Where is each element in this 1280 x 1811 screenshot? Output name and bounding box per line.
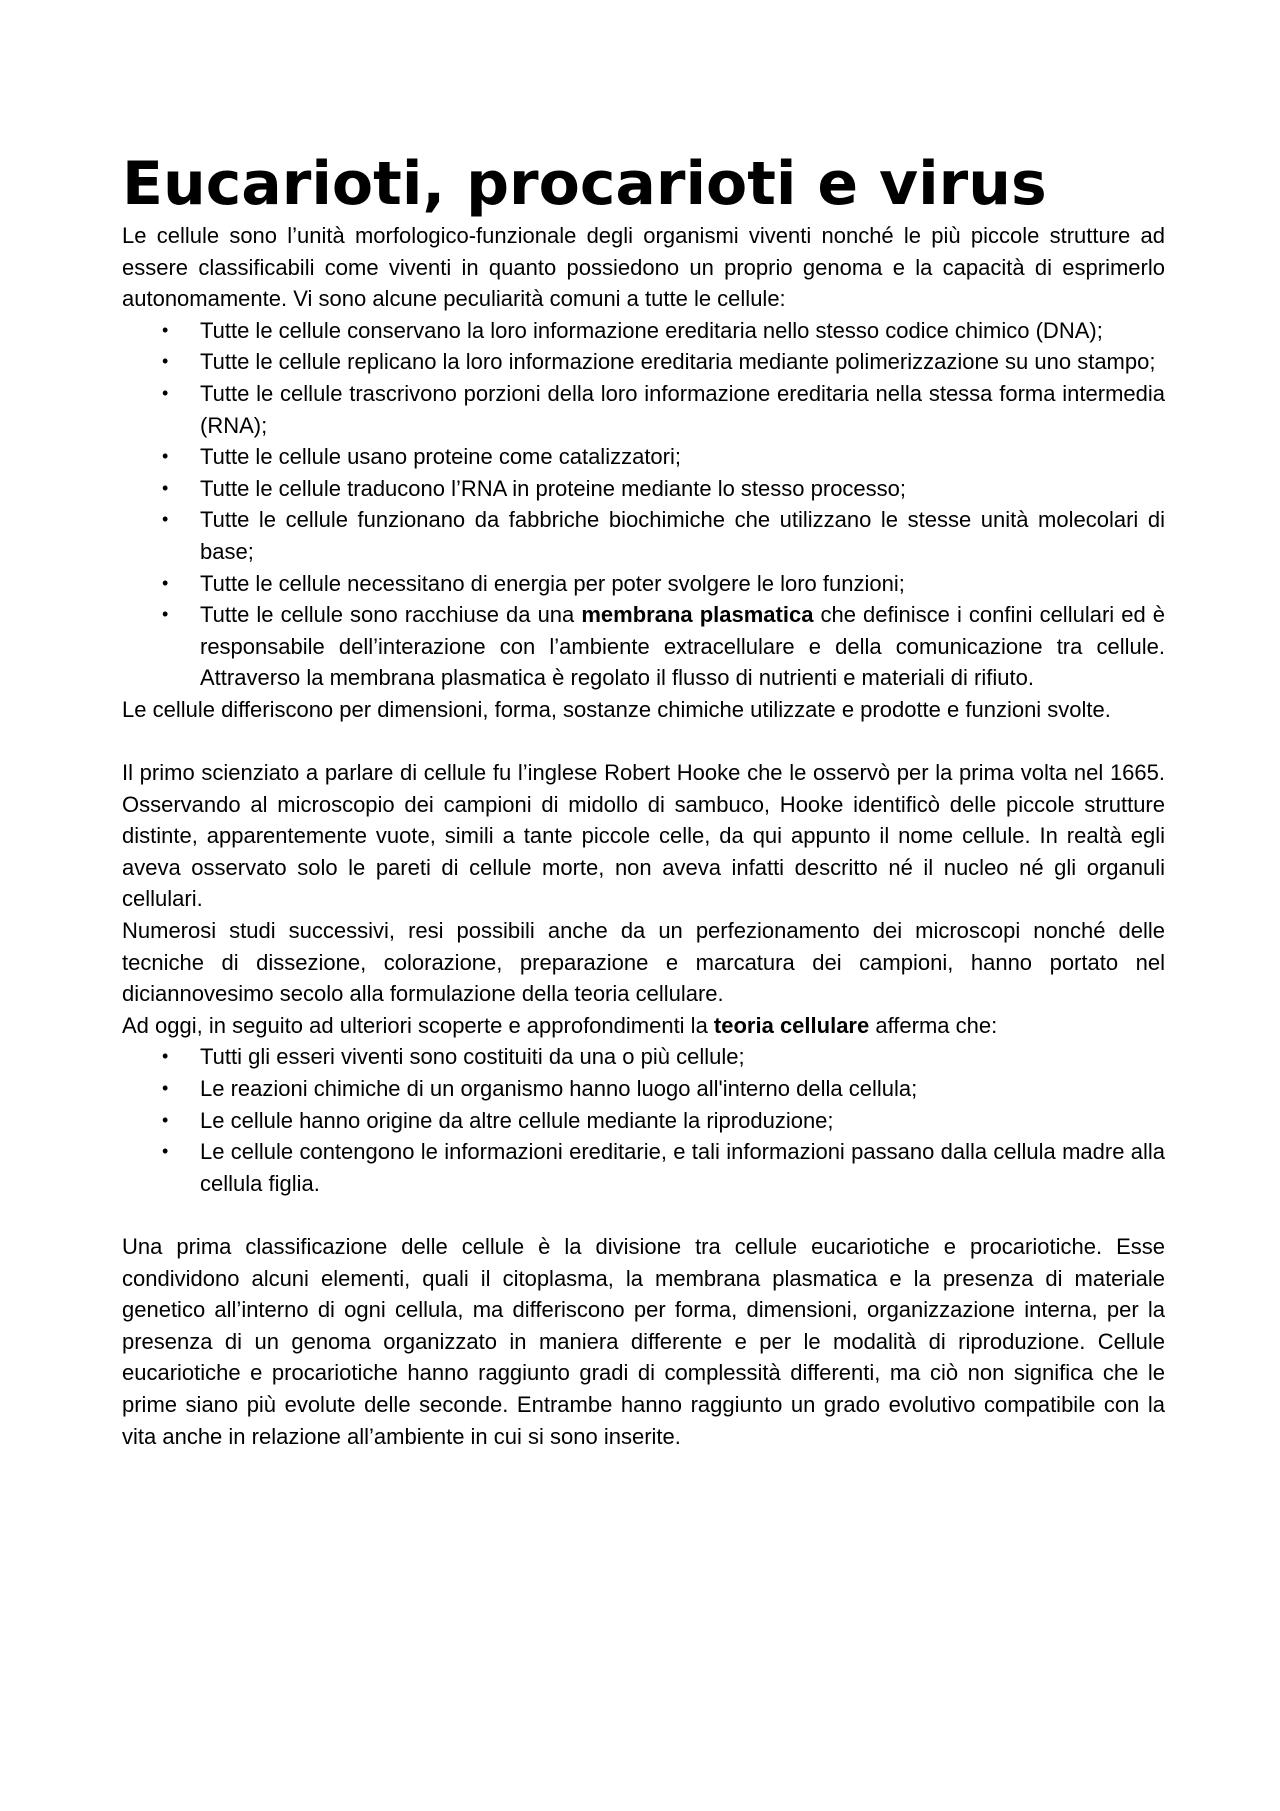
theory-intro-before: Ad oggi, in seguito ad ulteriori scoperte e approfondimenti la <box>122 1012 714 1038</box>
list-item-text: Tutte le cellule replicano la loro informazione ereditaria mediante polimerizzazione su uno stampo; <box>200 349 1156 375</box>
common-features-list <box>122 315 1165 694</box>
intro-paragraph: Le cellule sono l’unità morfologico-funzionale degli organismi viventi nonché le più piccole strutture ad essere classificabili come viventi in quanto possiedono un proprio genoma e la capacità di esprimerlo autonomamente. Vi sono alcune peculiarità comuni a tutte le cellule: <box>122 223 1165 312</box>
bullet-icon: • <box>162 1109 169 1130</box>
bullet-icon: • <box>162 509 169 530</box>
membrane-text-after: che definisce i confini cellulari ed è responsabile dell’interazione con l’ambiente extracellulare e della comunicazione tra cellule. Attraverso la membrana plasmatica è regolato il flusso di nutrienti e materiali di rifiuto. <box>200 602 1166 691</box>
theory-points-list <box>122 1041 1165 1199</box>
bullet-icon: • <box>162 1141 169 1162</box>
theory-intro-paragraph <box>122 1010 1165 1042</box>
list-item-text: Le cellule hanno origine da altre cellule mediante la riproduzione; <box>200 1107 834 1133</box>
bullet-icon: • <box>162 446 169 467</box>
list-item-text: Tutte le cellule funzionano da fabbriche biochimiche che utilizzano le stesse unità molecolari di base; <box>200 507 1165 564</box>
list-item-text: Tutte le cellule usano proteine come catalizzatori; <box>200 444 681 470</box>
list-item-text: Le cellule contengono le informazioni ereditarie, e tali informazioni passano dalla cellula madre alla cellula figlia. <box>200 1139 1165 1196</box>
list-item-text: Tutte le cellule necessitano di energia per poter svolgere le loro funzioni; <box>200 570 905 596</box>
hooke-paragraph: Il primo scienziato a parlare di cellule fu l’inglese Robert Hooke che le osservò per la prima volta nel 1665. Osservando al microscopio dei campioni di midollo di sambuco, Hooke identificò delle piccole strutture distinte, apparentemente vuote, simili a tante piccole celle, da qui appunto il nome cellule. In realtà egli aveva osservato solo le pareti di cellule morte, non aveva infatti descritto né il nucleo né gli organuli cellulari. <box>122 760 1165 912</box>
theory-intro-after: afferma che: <box>869 1012 998 1038</box>
list-item-text: Le reazioni chimiche di un organismo hanno luogo all'interno della cellula; <box>200 1076 918 1102</box>
classification-paragraph: Una prima classificazione delle cellule è la divisione tra cellule eucariotiche e procariotiche. Esse condividono alcuni elementi, quali il citoplasma, la membrana plasmatica e la presenza di materiale genetico all’interno di ogni cellula, ma differiscono per forma, dimensioni, organizzazione interna, per la presenza di un genoma organizzato in maniera differente e per le modalità di riproduzione. Cellule eucariotiche e procariotiche hanno raggiunto gradi di complessità differenti, ma ciò non significa che le prime siano più evolute delle seconde. Entrambe hanno raggiunto un grado evolutivo compatibile con la vita anche in relazione all’ambiente in cui si sono inserite. <box>122 1234 1165 1449</box>
list-item <box>162 1041 1165 1073</box>
bullet-icon: • <box>162 351 169 372</box>
list-item-text: Tutte le cellule trascrivono porzioni della loro informazione ereditaria nella stessa forma intermedia (RNA); <box>200 380 1165 438</box>
blank-line <box>122 1199 1165 1231</box>
list-item <box>162 1105 1165 1137</box>
bullet-icon: • <box>162 604 169 625</box>
bullet-icon: • <box>162 319 169 340</box>
page-title: Eucarioti, procarioti e virus <box>122 149 1047 219</box>
list-item <box>162 315 1165 347</box>
bullet-icon: • <box>162 1078 169 1099</box>
list-item-membrane <box>162 599 1166 694</box>
bullet-icon: • <box>162 477 169 498</box>
list-item <box>162 568 1165 600</box>
membrane-text-before: Tutte le cellule sono racchiuse da una <box>200 602 582 628</box>
membrane-term: membrana plasmatica <box>581 602 814 628</box>
list-item <box>162 346 1165 378</box>
list-item <box>162 441 1165 473</box>
differences-paragraph: Le cellule differiscono per dimensioni, forma, sostanze chimiche utilizzate e prodotte e funzioni svolte. <box>122 696 1111 722</box>
list-item-text: Tutte le cellule conservano la loro informazione ereditaria nello stesso codice chimico (DNA); <box>200 317 1103 343</box>
blank-line <box>122 726 1165 758</box>
list-item-text: Tutte le cellule traducono l’RNA in proteine mediante lo stesso processo; <box>200 475 907 501</box>
theory-term: teoria cellulare <box>713 1012 870 1038</box>
list-item <box>162 1136 1165 1199</box>
bullet-icon: • <box>162 1046 169 1067</box>
list-item-text: Tutti gli esseri viventi sono costituiti da una o più cellule; <box>200 1044 745 1070</box>
list-item <box>162 378 1165 441</box>
list-item <box>162 504 1165 567</box>
bullet-icon: • <box>162 572 169 593</box>
bullet-icon: • <box>162 382 169 403</box>
list-item <box>162 473 1165 505</box>
list-item <box>162 1073 1165 1105</box>
studies-paragraph: Numerosi studi successivi, resi possibili anche da un perfezionamento dei microscopi nonché delle tecniche di dissezione, colorazione, preparazione e marcatura dei campioni, hanno portato nel diciannovesimo secolo alla formulazione della teoria cellulare. <box>122 918 1165 1007</box>
